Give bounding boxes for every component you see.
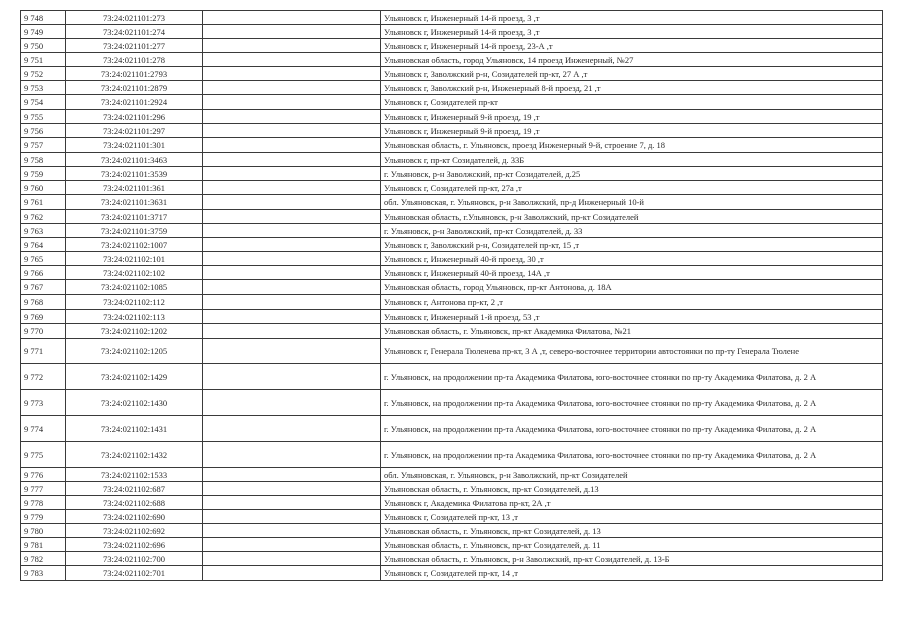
table-row xyxy=(21,11,883,25)
row-number-cell: 9 775 xyxy=(21,442,66,468)
empty-cell xyxy=(203,81,381,95)
land-plot-register-table xyxy=(20,10,883,581)
table-row xyxy=(21,566,883,581)
table-row xyxy=(21,280,883,295)
empty-cell xyxy=(203,442,381,468)
empty-cell xyxy=(203,538,381,552)
register-table-body xyxy=(21,11,883,581)
address-cell: обл. Ульяновская, г. Ульяновск, р-н Заволжский, пр-д Инженерный 10-й xyxy=(381,195,883,210)
row-number-cell: 9 779 xyxy=(21,510,66,524)
cadastral-number-cell: 73:24:021102:102 xyxy=(66,266,203,280)
row-number-cell: 9 763 xyxy=(21,224,66,238)
cadastral-number-cell: 73:24:021102:692 xyxy=(66,524,203,538)
address-cell: Ульяновск г, Генерала Тюленева пр-кт, 3 А ,т, северо-восточнее территории автостоянки по пр-ту Генерала Тюлене xyxy=(381,339,883,364)
table-row xyxy=(21,416,883,442)
address-cell: Ульяновская область, город Ульяновск, пр-кт Антонова, д. 18А xyxy=(381,280,883,295)
cadastral-number-cell: 73:24:021101:297 xyxy=(66,124,203,138)
table-row xyxy=(21,310,883,324)
address-cell: Ульяновск г, Инженерный 14-й проезд, 3 ,т xyxy=(381,11,883,25)
table-row xyxy=(21,25,883,39)
row-number-cell: 9 755 xyxy=(21,110,66,124)
empty-cell xyxy=(203,110,381,124)
cadastral-number-cell: 73:24:021102:1533 xyxy=(66,468,203,482)
row-number-cell: 9 765 xyxy=(21,252,66,266)
row-number-cell: 9 760 xyxy=(21,181,66,195)
table-row xyxy=(21,252,883,266)
cadastral-number-cell: 73:24:021101:3717 xyxy=(66,210,203,224)
cadastral-number-cell: 73:24:021102:690 xyxy=(66,510,203,524)
address-cell: г. Ульяновск, на продолжении пр-та Академика Филатова, юго-восточнее стоянки по пр-ту Академика Филатова, д. 2 А xyxy=(381,390,883,416)
empty-cell xyxy=(203,238,381,252)
address-cell: г. Ульяновск, на продолжении пр-та Академика Филатова, юго-восточнее стоянки по пр-ту Академика Филатова, д. 2 А xyxy=(381,442,883,468)
cadastral-number-cell: 73:24:021102:1202 xyxy=(66,324,203,339)
cadastral-number-cell: 73:24:021102:1431 xyxy=(66,416,203,442)
table-row xyxy=(21,81,883,95)
table-row xyxy=(21,53,883,67)
address-cell: г. Ульяновск, р-н Заволжский, пр-кт Созидателей, д.25 xyxy=(381,167,883,181)
empty-cell xyxy=(203,210,381,224)
empty-cell xyxy=(203,552,381,566)
cadastral-number-cell: 73:24:021101:3539 xyxy=(66,167,203,181)
table-row xyxy=(21,364,883,390)
address-cell: Ульяновск г, Созидателей пр-кт xyxy=(381,95,883,110)
row-number-cell: 9 772 xyxy=(21,364,66,390)
row-number-cell: 9 771 xyxy=(21,339,66,364)
empty-cell xyxy=(203,124,381,138)
address-cell: Ульяновск г, Созидателей пр-кт, 13 ,т xyxy=(381,510,883,524)
table-row xyxy=(21,295,883,310)
empty-cell xyxy=(203,339,381,364)
address-cell: Ульяновск г, Заволжский р-н, Инженерный 8-й проезд, 21 ,т xyxy=(381,81,883,95)
cadastral-number-cell: 73:24:021101:301 xyxy=(66,138,203,153)
address-cell: Ульяновск г, Инженерный 14-й проезд, 23-А ,т xyxy=(381,39,883,53)
row-number-cell: 9 782 xyxy=(21,552,66,566)
row-number-cell: 9 770 xyxy=(21,324,66,339)
cadastral-number-cell: 73:24:021101:2793 xyxy=(66,67,203,81)
empty-cell xyxy=(203,181,381,195)
cadastral-number-cell: 73:24:021101:277 xyxy=(66,39,203,53)
address-cell: Ульяновск г, Созидателей пр-кт, 14 ,т xyxy=(381,566,883,581)
row-number-cell: 9 773 xyxy=(21,390,66,416)
empty-cell xyxy=(203,510,381,524)
address-cell: Ульяновск г, Инженерный 40-й проезд, 30 ,т xyxy=(381,252,883,266)
empty-cell xyxy=(203,496,381,510)
register-sheet xyxy=(20,10,882,581)
empty-cell xyxy=(203,53,381,67)
cadastral-number-cell: 73:24:021102:1430 xyxy=(66,390,203,416)
address-cell: Ульяновск г, Антонова пр-кт, 2 ,т xyxy=(381,295,883,310)
empty-cell xyxy=(203,324,381,339)
table-row xyxy=(21,138,883,153)
row-number-cell: 9 767 xyxy=(21,280,66,295)
empty-cell xyxy=(203,138,381,153)
row-number-cell: 9 762 xyxy=(21,210,66,224)
address-cell: Ульяновская область, г. Ульяновск, пр-кт Академика Филатова, №21 xyxy=(381,324,883,339)
address-cell: г. Ульяновск, р-н Заволжский, пр-кт Созидателей, д. 33 xyxy=(381,224,883,238)
empty-cell xyxy=(203,39,381,53)
empty-cell xyxy=(203,416,381,442)
empty-cell xyxy=(203,266,381,280)
address-cell: Ульяновская область, г. Ульяновск, пр-кт Созидателей, д. 13 xyxy=(381,524,883,538)
empty-cell xyxy=(203,364,381,390)
table-row xyxy=(21,210,883,224)
cadastral-number-cell: 73:24:021101:3463 xyxy=(66,153,203,167)
cadastral-number-cell: 73:24:021101:273 xyxy=(66,11,203,25)
address-cell: обл. Ульяновская, г. Ульяновск, р-н Заволжский, пр-кт Созидателей xyxy=(381,468,883,482)
address-cell: Ульяновск г, пр-кт Созидателей, д. 33Б xyxy=(381,153,883,167)
empty-cell xyxy=(203,67,381,81)
address-cell: Ульяновск г, Академика Филатова пр-кт, 2А ,т xyxy=(381,496,883,510)
table-row xyxy=(21,266,883,280)
table-row xyxy=(21,552,883,566)
address-cell: Ульяновск г, Инженерный 40-й проезд, 14А ,т xyxy=(381,266,883,280)
table-row xyxy=(21,167,883,181)
row-number-cell: 9 759 xyxy=(21,167,66,181)
cadastral-number-cell: 73:24:021102:701 xyxy=(66,566,203,581)
table-row xyxy=(21,468,883,482)
table-row xyxy=(21,510,883,524)
empty-cell xyxy=(203,153,381,167)
table-row xyxy=(21,224,883,238)
row-number-cell: 9 754 xyxy=(21,95,66,110)
row-number-cell: 9 749 xyxy=(21,25,66,39)
address-cell: Ульяновская область, г. Ульяновск, пр-кт Созидателей, д.13 xyxy=(381,482,883,496)
table-row xyxy=(21,538,883,552)
empty-cell xyxy=(203,195,381,210)
table-row xyxy=(21,195,883,210)
row-number-cell: 9 783 xyxy=(21,566,66,581)
cadastral-number-cell: 73:24:021102:101 xyxy=(66,252,203,266)
table-row xyxy=(21,524,883,538)
address-cell: Ульяновск г, Заволжский р-н, Созидателей пр-кт, 15 ,т xyxy=(381,238,883,252)
table-row xyxy=(21,124,883,138)
table-row xyxy=(21,95,883,110)
cadastral-number-cell: 73:24:021101:278 xyxy=(66,53,203,67)
row-number-cell: 9 769 xyxy=(21,310,66,324)
table-row xyxy=(21,496,883,510)
cadastral-number-cell: 73:24:021102:1432 xyxy=(66,442,203,468)
cadastral-number-cell: 73:24:021102:1429 xyxy=(66,364,203,390)
cadastral-number-cell: 73:24:021102:700 xyxy=(66,552,203,566)
address-cell: г. Ульяновск, на продолжении пр-та Академика Филатова, юго-восточнее стоянки по пр-ту Академика Филатова, д. 2 А xyxy=(381,416,883,442)
cadastral-number-cell: 73:24:021101:3759 xyxy=(66,224,203,238)
address-cell: Ульяновская область, г. Ульяновск, р-н Заволжский, пр-кт Созидателей, д. 13-Б xyxy=(381,552,883,566)
address-cell: Ульяновская область, город Ульяновск, 14 проезд Инженерный, №27 xyxy=(381,53,883,67)
table-row xyxy=(21,482,883,496)
empty-cell xyxy=(203,11,381,25)
table-row xyxy=(21,442,883,468)
cadastral-number-cell: 73:24:021102:112 xyxy=(66,295,203,310)
row-number-cell: 9 778 xyxy=(21,496,66,510)
row-number-cell: 9 748 xyxy=(21,11,66,25)
row-number-cell: 9 774 xyxy=(21,416,66,442)
row-number-cell: 9 764 xyxy=(21,238,66,252)
cadastral-number-cell: 73:24:021102:1205 xyxy=(66,339,203,364)
table-row xyxy=(21,67,883,81)
cadastral-number-cell: 73:24:021101:3631 xyxy=(66,195,203,210)
row-number-cell: 9 761 xyxy=(21,195,66,210)
row-number-cell: 9 751 xyxy=(21,53,66,67)
empty-cell xyxy=(203,295,381,310)
address-cell: Ульяновск г, Заволжский р-н, Созидателей пр-кт, 27 А ,т xyxy=(381,67,883,81)
row-number-cell: 9 758 xyxy=(21,153,66,167)
row-number-cell: 9 766 xyxy=(21,266,66,280)
empty-cell xyxy=(203,224,381,238)
row-number-cell: 9 753 xyxy=(21,81,66,95)
row-number-cell: 9 750 xyxy=(21,39,66,53)
cadastral-number-cell: 73:24:021102:1007 xyxy=(66,238,203,252)
table-row xyxy=(21,181,883,195)
empty-cell xyxy=(203,95,381,110)
address-cell: Ульяновская область, г. Ульяновск, пр-кт Созидателей, д. 11 xyxy=(381,538,883,552)
address-cell: Ульяновск г, Инженерный 9-й проезд, 19 ,т xyxy=(381,110,883,124)
cadastral-number-cell: 73:24:021101:274 xyxy=(66,25,203,39)
cadastral-number-cell: 73:24:021101:2924 xyxy=(66,95,203,110)
cadastral-number-cell: 73:24:021101:361 xyxy=(66,181,203,195)
row-number-cell: 9 776 xyxy=(21,468,66,482)
cadastral-number-cell: 73:24:021102:688 xyxy=(66,496,203,510)
cadastral-number-cell: 73:24:021102:1085 xyxy=(66,280,203,295)
empty-cell xyxy=(203,524,381,538)
address-cell: Ульяновск г, Инженерный 9-й проезд, 19 ,т xyxy=(381,124,883,138)
empty-cell xyxy=(203,468,381,482)
address-cell: г. Ульяновск, на продолжении пр-та Академика Филатова, юго-восточнее стоянки по пр-ту Академика Филатова, д. 2 А xyxy=(381,364,883,390)
table-row xyxy=(21,110,883,124)
cadastral-number-cell: 73:24:021101:296 xyxy=(66,110,203,124)
cadastral-number-cell: 73:24:021102:687 xyxy=(66,482,203,496)
row-number-cell: 9 781 xyxy=(21,538,66,552)
address-cell: Ульяновск г, Созидателей пр-кт, 27а ,т xyxy=(381,181,883,195)
empty-cell xyxy=(203,390,381,416)
empty-cell xyxy=(203,252,381,266)
empty-cell xyxy=(203,280,381,295)
table-row xyxy=(21,390,883,416)
table-row xyxy=(21,324,883,339)
empty-cell xyxy=(203,566,381,581)
cadastral-number-cell: 73:24:021101:2879 xyxy=(66,81,203,95)
address-cell: Ульяновск г, Инженерный 1-й проезд, 53 ,т xyxy=(381,310,883,324)
table-row xyxy=(21,238,883,252)
row-number-cell: 9 757 xyxy=(21,138,66,153)
address-cell: Ульяновская область, г.Ульяновск, р-н Заволжский, пр-кт Созидателей xyxy=(381,210,883,224)
address-cell: Ульяновск г, Инженерный 14-й проезд, 3 ,т xyxy=(381,25,883,39)
row-number-cell: 9 768 xyxy=(21,295,66,310)
row-number-cell: 9 777 xyxy=(21,482,66,496)
table-row xyxy=(21,153,883,167)
empty-cell xyxy=(203,25,381,39)
row-number-cell: 9 780 xyxy=(21,524,66,538)
empty-cell xyxy=(203,167,381,181)
table-row xyxy=(21,339,883,364)
row-number-cell: 9 756 xyxy=(21,124,66,138)
address-cell: Ульяновская область, г. Ульяновск, проезд Инженерный 9-й, строение 7, д. 18 xyxy=(381,138,883,153)
table-row xyxy=(21,39,883,53)
cadastral-number-cell: 73:24:021102:113 xyxy=(66,310,203,324)
empty-cell xyxy=(203,482,381,496)
row-number-cell: 9 752 xyxy=(21,67,66,81)
empty-cell xyxy=(203,310,381,324)
cadastral-number-cell: 73:24:021102:696 xyxy=(66,538,203,552)
